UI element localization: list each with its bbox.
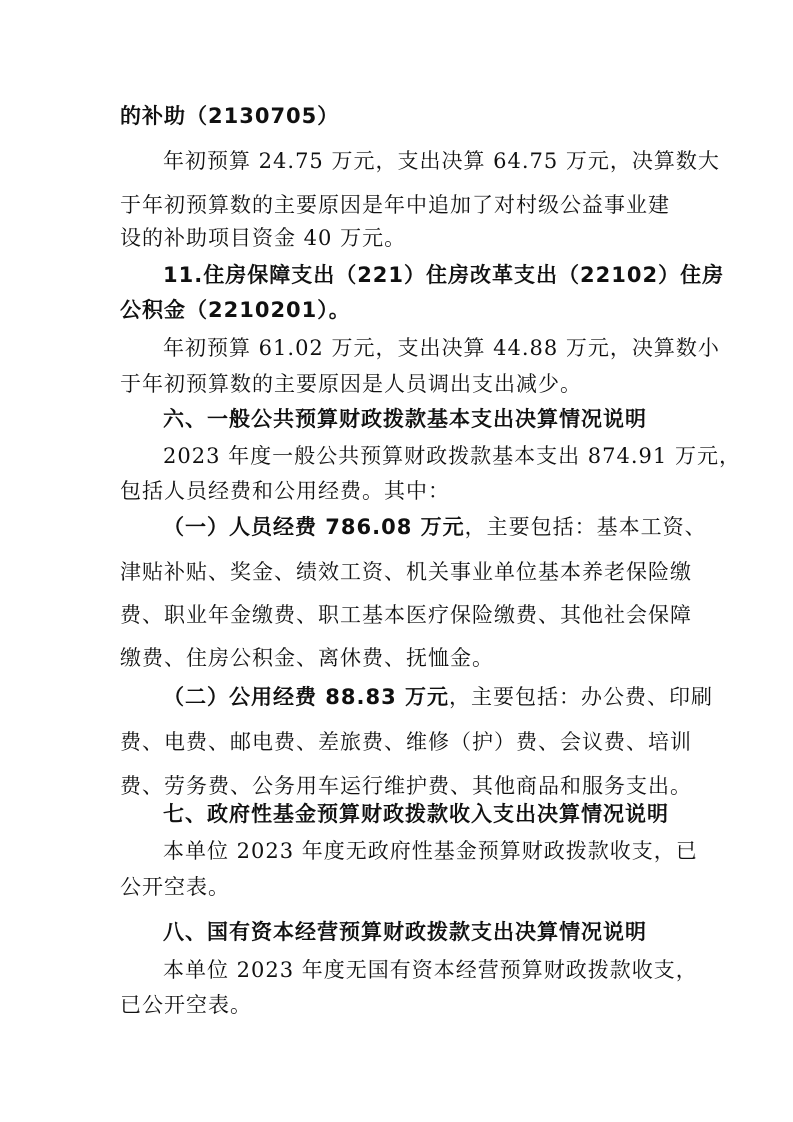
section-heading-8: 八、国有资本经营预算财政拨款支出决算情况说明 xyxy=(163,920,647,944)
text-line-1: 的补助（2130705） xyxy=(120,104,340,128)
text-line-13: 津贴补贴、奖金、绩效工资、机关事业单位基本养老保险缴 xyxy=(120,560,692,584)
public-expense-heading: （二）公用经费 88.83 万元 xyxy=(163,685,450,709)
text-line-7: 年初预算 61.02 万元，支出决算 44.88 万元，决算数小 xyxy=(163,336,720,360)
text-line-18: 费、劳务费、公务用车运行维护费、其他商品和服务支出。 xyxy=(120,774,692,798)
text-line-3: 于年初预算数的主要原因是年中追加了对村级公益事业建 xyxy=(120,193,670,217)
text-line-15: 缴费、住房公积金、离休费、抚恤金。 xyxy=(120,646,494,670)
text-line-8: 于年初预算数的主要原因是人员调出支出减少。 xyxy=(120,372,582,396)
text-line-23: 本单位 2023 年度无国有资本经营预算财政拨款收支， xyxy=(163,958,698,982)
text-line-6: 公积金（2210201）。 xyxy=(120,298,351,322)
text-line-11: 包括人员经费和公用经费。其中： xyxy=(120,479,450,503)
personnel-expense-heading: （一）人员经费 786.08 万元 xyxy=(163,515,465,539)
text-line-4: 设的补助项目资金 40 万元。 xyxy=(120,226,407,250)
public-expense-rest: ，主要包括：办公费、印刷 xyxy=(449,685,714,709)
text-line-2: 年初预算 24.75 万元，支出决算 64.75 万元，决算数大 xyxy=(163,149,720,173)
section-heading-6: 六、一般公共预算财政拨款基本支出决算情况说明 xyxy=(163,407,647,431)
text-line-20: 本单位 2023 年度无政府性基金预算财政拨款收支，已 xyxy=(163,839,698,863)
text-line-5: 11.住房保障支出（221）住房改革支出（22102）住房 xyxy=(163,263,725,287)
text-line-12 xyxy=(163,512,707,542)
text-line-10: 2023 年度一般公共预算财政拨款基本支出 874.91 万元， xyxy=(163,444,741,468)
text-line-14: 费、职业年金缴费、职工基本医疗保险缴费、其他社会保障 xyxy=(120,603,692,627)
text-line-21: 公开空表。 xyxy=(120,875,230,899)
text-line-24: 已公开空表。 xyxy=(120,993,252,1017)
section-heading-7: 七、政府性基金预算财政拨款收入支出决算情况说明 xyxy=(163,802,669,826)
personnel-expense-rest: ，主要包括：基本工资、 xyxy=(464,515,707,539)
text-line-16 xyxy=(163,682,713,712)
text-line-17: 费、电费、邮电费、差旅费、维修（护）费、会议费、培训 xyxy=(120,730,692,754)
